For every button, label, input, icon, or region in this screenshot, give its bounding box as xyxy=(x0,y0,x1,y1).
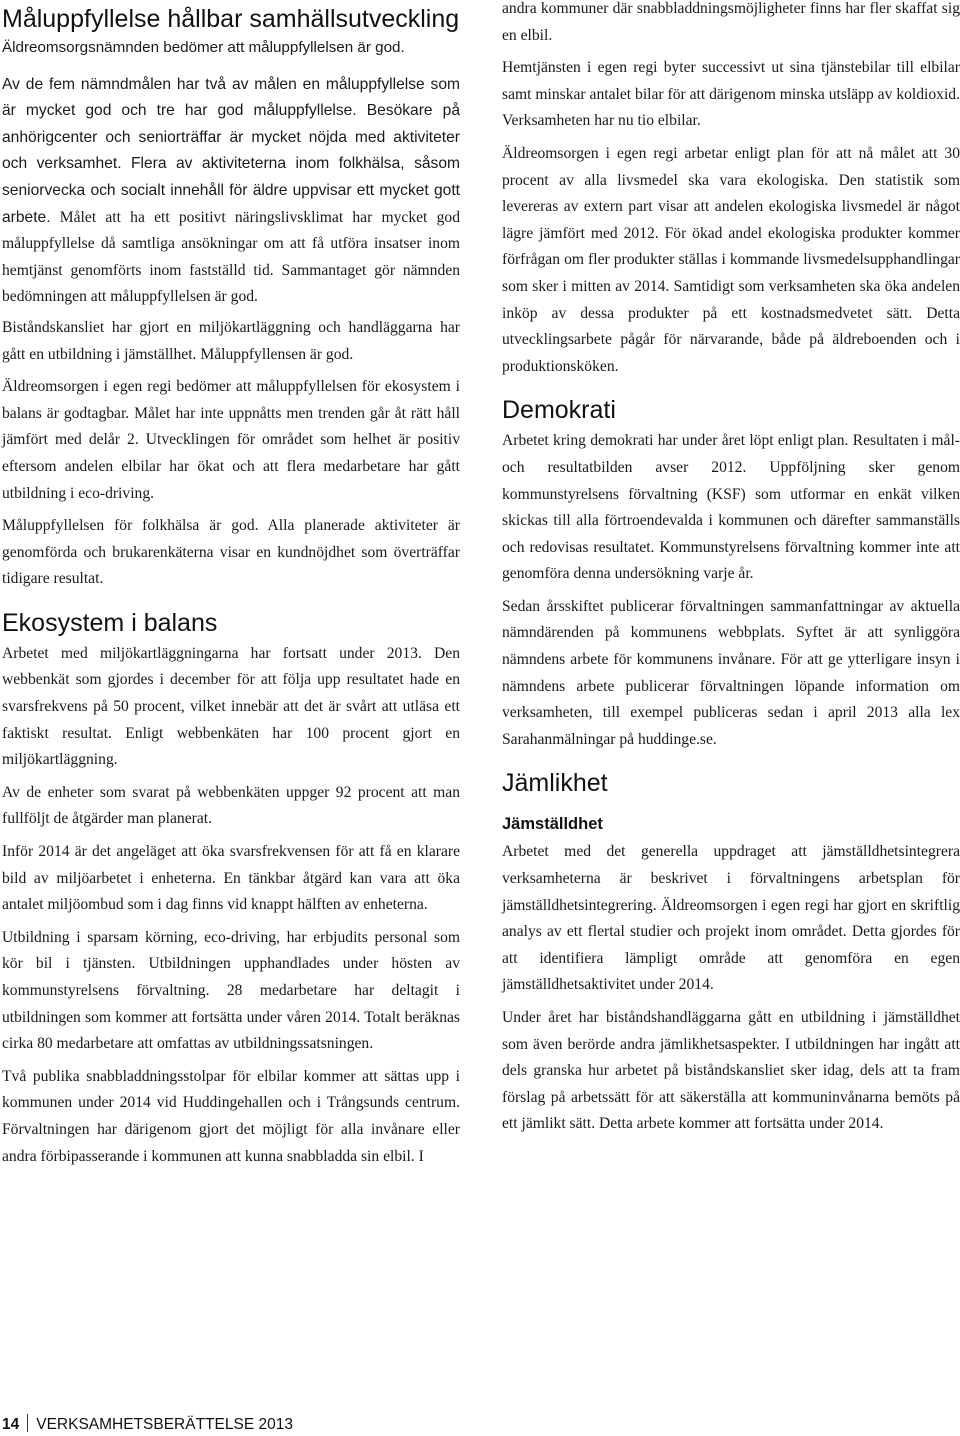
paragraph: Biståndskansliet har gjort en miljökartläggning och handläggarna har gått en utbildning i jämställhet. Måluppfyllensen är god. xyxy=(2,318,460,363)
paragraph: Utbildning i sparsam körning, eco-driving, har erbjudits personal som kör bil i tjänsten. Utbildningen upphandlades under hösten av kommunstyrelsens förvaltning. 28 medarbetare har deltagit i utbildningen som kommer att fortsätta under våren 2014. Totalt beräknas cirka 80 medarbetare att omfattas av utbildningssatsningen. xyxy=(2,928,460,1053)
paragraph: andra kommuner där snabbladdningsmöjligheter finns har fler skaffat sig en elbil. xyxy=(502,0,960,44)
paragraph: Äldreomsorgen i egen regi bedömer att måluppfyllelsen för ekosystem i balans är godtagbar. Målet har inte uppnåtts men trenden går åt rätt håll jämfört med delår 2. Utvecklingen för området som helhet är positiv eftersom andelen elbilar har ökat och att flera medarbetare har gått utbildning i eco-driving. xyxy=(2,378,460,502)
footer-title: VERKSAMHETSBERÄTTELSE 2013 xyxy=(36,1416,293,1433)
heading-jamlikhet: Jämlikhet xyxy=(502,769,608,798)
paragraph: Arbetet kring demokrati har under året löpt enligt plan. Resultaten i mål- och resultatbilden avser 2012. Uppföljning sker genom kommunstyrelsens förvaltning (KSF) som utformar en enkät vilken skickas till alla förtroendevalda i kommunen och därefter sammanställs och redovisas resultatet. Kommunstyrelsens förvaltning kommer inte att genomföra denna undersökning varje år. xyxy=(502,432,960,583)
page-footer xyxy=(2,1414,293,1435)
subheading-jamstalldhet: Jämställdhet xyxy=(502,815,603,834)
paragraph: Arbetet med miljökartläggningarna har fortsatt under 2013. Den webbenkät som gjordes i december för att följa upp resultatet hade en svarsfrekvens på 50 procent, vilket innebär att det är svårt att utläsa ett faktiskt resultat. Enligt webbenkäten har 100 procent gjort en miljökartläggning. xyxy=(2,644,460,769)
paragraph: Sedan årsskiftet publicerar förvaltningen sammanfattningar av aktuella nämndärenden på kommunens webbplats. Syftet är att synliggöra nämndens arbete för kommunens invånare. För att ge ytterligare insyn i nämndens arbete publicerar förvaltningen löpande information om verksamheten, till exempel publiceras sedan i april 2013 alla lex Sarahanmälningar på huddinge.se. xyxy=(502,597,960,748)
footer-divider xyxy=(27,1414,28,1432)
paragraph: Under året har biståndshandläggarna gått en utbildning i jämställdhet som även berörde andra jämlikhetsaspekter. I utbildningen har ingått att dels granska hur arbetet på biståndskansliet sker idag, dels att ta fram förslag på arbetssätt för att säkerställa att kommuninvånarna bemöts på ett jämlikt sätt. Detta arbete kommer att fortsätta under 2014. xyxy=(502,1009,960,1133)
heading-demokrati: Demokrati xyxy=(502,396,616,425)
paragraph: Av de enheter som svarat på webbenkäten uppger 92 procent att man fullföljt de åtgärder man planerat. xyxy=(2,783,460,828)
paragraph: Hemtjänsten i egen regi byter successivt ut sina tjänstebilar till elbilar samt minskar antalet bilar för att därigenom minska utsläpp av koldioxid. Verksamheten har nu tio elbilar. xyxy=(502,59,960,130)
left-column xyxy=(2,4,460,1182)
paragraph: Äldreomsorgen i egen regi arbetar enligt plan för att nå målet att 30 procent av alla livsmedel ska vara ekologiska. Den statistik som levereras av extern part visar att andelen ekologiska livsmedel är något lägre jämfört med 2012. För ökad andel ekologiska produkter kommer förfrågan om fler produkter ställas i kommande livsmedelsupphandlingar som sker i mitten av 2014. Samtidigt som verksamheten ska öka andelen inköp av dessa produkter på ett kostnadsmedvetet sätt. Detta utvecklingsarbete pågår för närvarande, både på äldreboenden och i produktionsköken. xyxy=(502,144,960,375)
paragraph: Arbetet med det generella uppdraget att jämställdhetsintegrera verksamheterna är beskrivet i förvaltningens arbetsplan för jämställdhetsintegrering. Äldreomsorgen i egen regi har gjort en skriftlig analys av ett flertal studier och projekt inom området. Detta gjordes för att identifiera lämpligt område att genomföra en egen jämställdhetsaktivitet under 2014. xyxy=(502,843,960,994)
paragraph: Inför 2014 är det angeläget att öka svarsfrekvensen för att få en klarare bild av miljöarbetet i enheterna. En tänkbar åtgärd kan vara att öka antalet miljöombud som i dag finns vid knappt hälften av enheterna. xyxy=(2,843,460,914)
paragraph xyxy=(2,72,460,311)
heading-maluppfyllelse: Måluppfyllelse hållbar samhällsutveckling xyxy=(2,5,460,33)
paragraph-sans-part: Av de fem nämndmålen har två av målen en måluppfyllelse som är mycket god och tre har god måluppfyllelse. Besökare på anhörigcenter och seniorträffar är mycket nöjda med aktiviteter och verksamhet. Flera av aktiviteterna inom folkhälsa, såsom seniorvecka och socialt innehåll för äldre uppvisar ett mycket gott arbete. xyxy=(2,75,460,226)
paragraph: Äldreomsorgsnämnden bedömer att måluppfyllelsen är god. xyxy=(2,39,405,56)
page-number: 14 xyxy=(2,1416,20,1433)
right-column xyxy=(502,0,960,1150)
paragraph: Måluppfyllelsen för folkhälsa är god. Alla planerade aktiviteter är genomförda och brukarenkäterna visar en kundnöjdhet som överträffar tidigare resultat. xyxy=(2,517,460,588)
paragraph: Två publika snabbladdningsstolpar för elbilar kommer att sättas upp i kommunen under 2014 vid Huddingehallen och i Trångsunds centrum. Förvaltningen har därigenom gjort det möjligt för alla invånare eller andra förbipasserande i kommunen att kunna snabbladda sin elbil. I xyxy=(2,1067,460,1165)
heading-ekosystem: Ekosystem i balans xyxy=(2,608,218,637)
paragraph-serif-part: Målet att ha ett positivt näringslivsklimat har mycket god måluppfyllelse då samtliga ansökningar om att få utföra insatser inom hemtjänst genomförts inom fastställd tid. Sammantaget gör nämnden bedömningen att måluppfyllelsen är god. xyxy=(2,208,460,306)
